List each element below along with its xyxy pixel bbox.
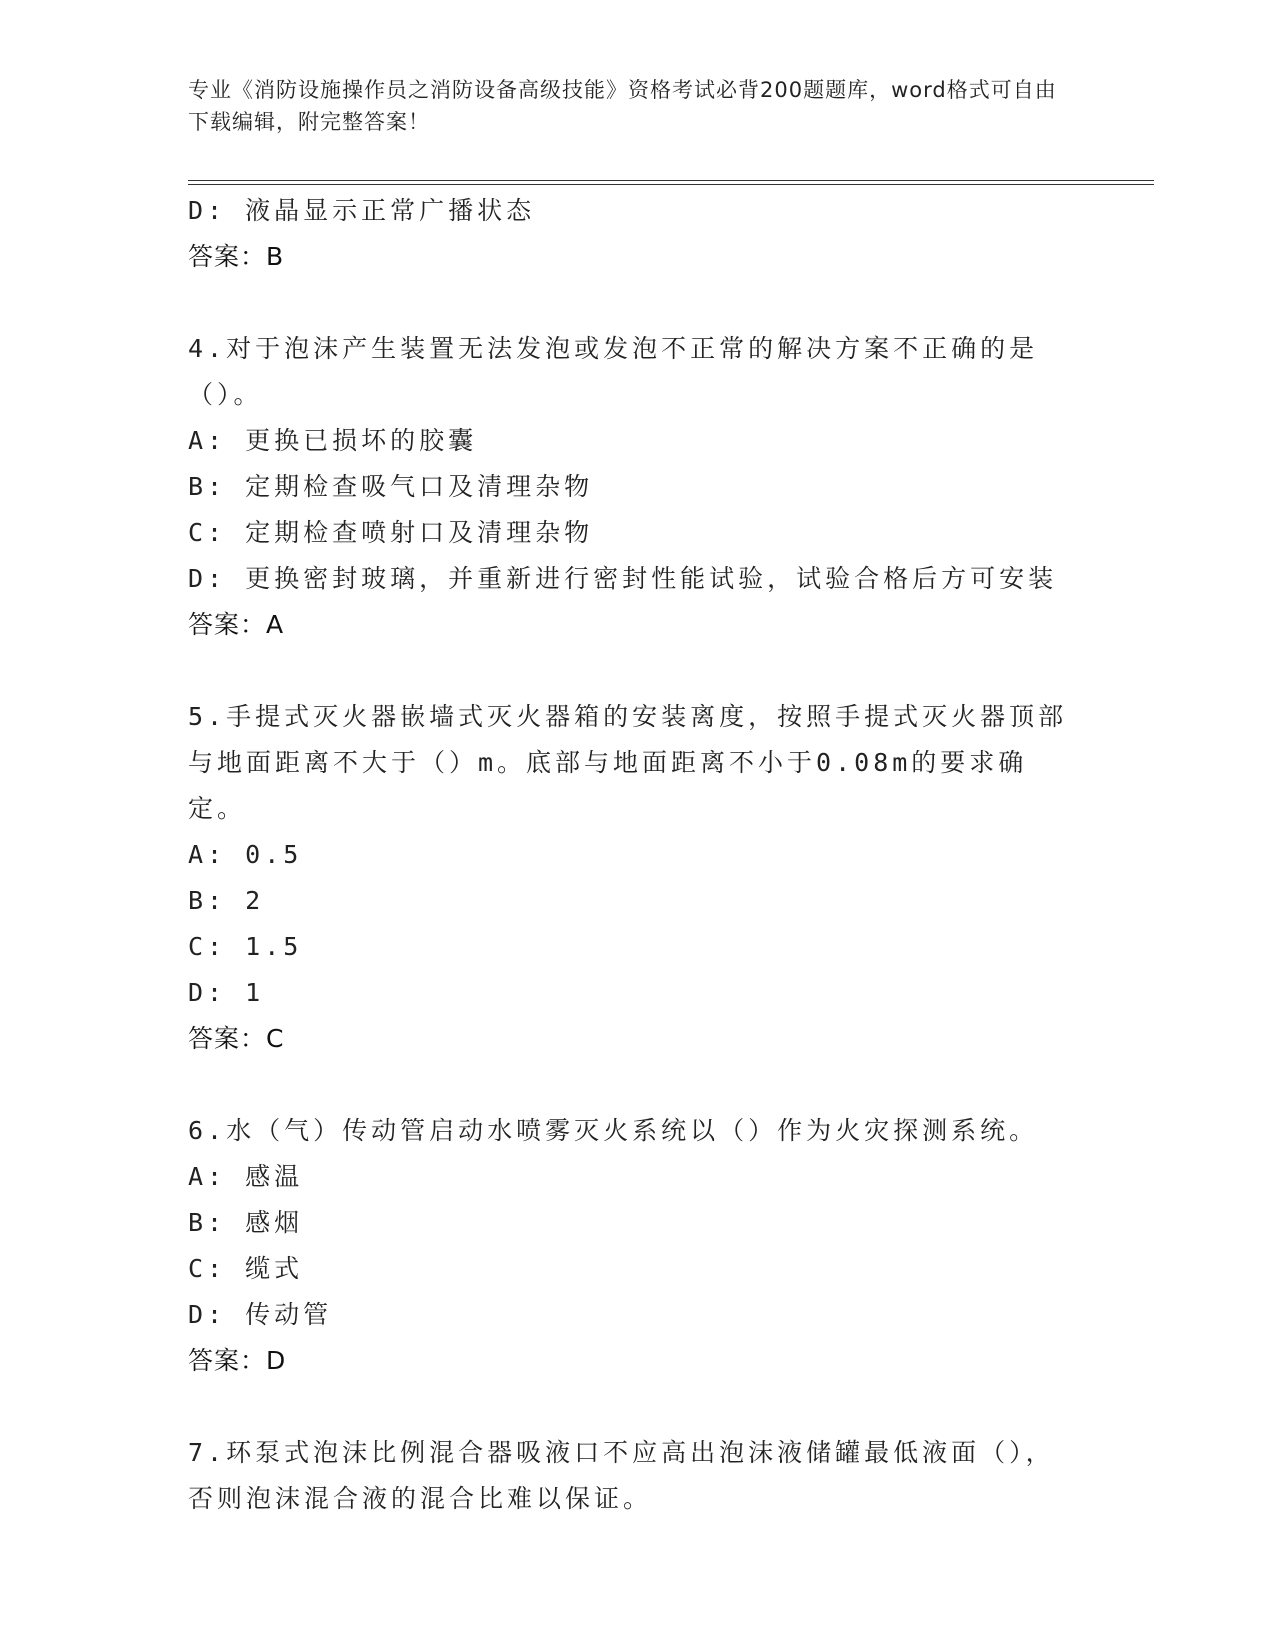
header-rule-top (188, 180, 1154, 181)
question-content (188, 188, 1088, 1522)
question-stem: 4.对于泡沫产生装置无法发泡或发泡不正常的解决方案不正确的是（）。 (188, 334, 1039, 409)
option-a: A: 0.5 (188, 840, 303, 869)
question-item (188, 1430, 1088, 1522)
question-item (188, 1108, 1088, 1384)
document-header: 专业《消防设施操作员之消防设备高级技能》资格考试必背200题题库，word格式可自由下载编辑，附完整答案！ (188, 78, 1057, 134)
option-b: B: 感烟 (188, 1208, 304, 1237)
question-item (188, 694, 1088, 1062)
option-d: D: 液晶显示正常广播状态 (188, 196, 536, 225)
option-b: B: 定期检查吸气口及清理杂物 (188, 472, 594, 501)
option-c: C: 1.5 (188, 932, 303, 961)
option-d: D: 传动管 (188, 1300, 333, 1329)
question-item (188, 326, 1088, 648)
question-stem: 6.水（气）传动管启动水喷雾灭火系统以（）作为火灾探测系统。 (188, 1116, 1039, 1145)
answer-label: 答案：C (188, 1024, 285, 1053)
option-b: B: 2 (188, 886, 265, 915)
option-a: A: 感温 (188, 1162, 304, 1191)
answer-label: 答案：D (188, 1346, 287, 1375)
answer-label: 答案：A (188, 610, 285, 639)
option-a: A: 更换已损坏的胶囊 (188, 426, 478, 455)
header-rule-bottom (188, 184, 1154, 185)
question-stem: 7.环泵式泡沫比例混合器吸液口不应高出泡沫液储罐最低液面（），否则泡沫混合液的混合比难以保证。 (188, 1438, 1055, 1513)
question-stem: 5.手提式灭火器嵌墙式灭火器箱的安装离度，按照手提式灭火器顶部与地面距离不大于（）m。底部与地面距离不小于0.08m的要求确定。 (188, 702, 1068, 823)
option-d: D: 更换密封玻璃，并重新进行密封性能试验，试验合格后方可安装 (188, 564, 1058, 593)
answer-label: 答案：B (188, 242, 285, 271)
option-d: D: 1 (188, 978, 265, 1007)
option-c: C: 缆式 (188, 1254, 304, 1283)
option-c: C: 定期检查喷射口及清理杂物 (188, 518, 594, 547)
